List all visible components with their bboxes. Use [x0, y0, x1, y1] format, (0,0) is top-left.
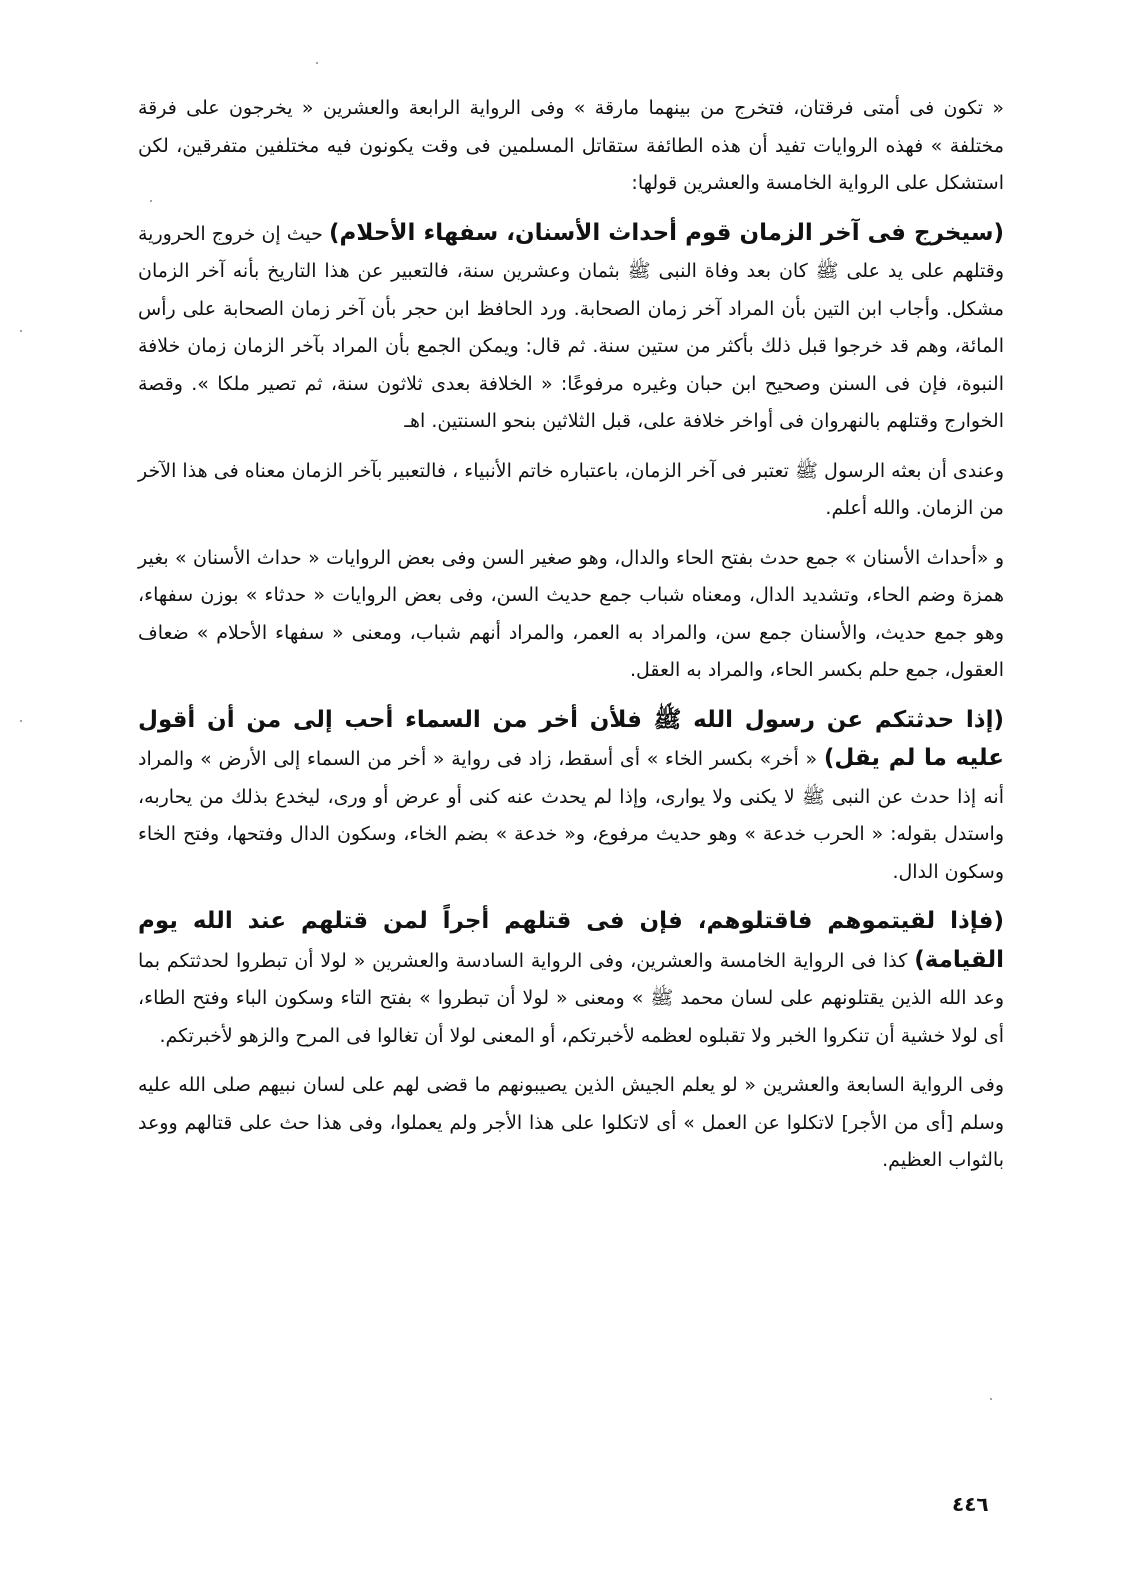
paragraph-text: « أخر» بكسر الخاء » أى أسقط، زاد فى رواية « أخر من السماء إلى الأرض » والمراد أنه إذا حدث عن النبى ﷺ لا يكنى ولا يوارى، وإذا لم يحدث عنه كنى أو عرض أو ورى، ليخدع بذلك من يحاربه، واستدل بقوله: « الحرب خدعة » وهو حديث مرفوع، و« خدعة » بضم الخاء، وسكون الدال وفتحها، وفتح الخاء وسكون الدال. — [138, 748, 1004, 883]
quoted-heading: (إذا حدثتكم عن رسول الله ﷺ فلأن أخر من السماء أحب إلى من أن أقول عليه ما لم يقل) — [138, 706, 1004, 771]
page-number: ٤٤٦ — [952, 1492, 989, 1516]
paragraph-6 — [138, 903, 1004, 1055]
scan-speck — [316, 62, 318, 64]
page-body — [138, 90, 1004, 1192]
scan-speck — [990, 1398, 992, 1400]
paragraph-4 — [138, 540, 1004, 690]
paragraph-7 — [138, 1067, 1004, 1180]
quoted-heading: (سيخرج فى آخر الزمان قوم أحداث الأسنان، سفهاء الأحلام) — [328, 219, 1004, 246]
scan-speck — [20, 720, 22, 722]
paragraph-1 — [138, 90, 1004, 203]
scan-speck — [150, 200, 152, 202]
paragraph-2 — [138, 215, 1004, 441]
paragraph-text: « تكون فى أمتى فرقتان، فتخرج من بينهما مارقة » وفى الرواية الرابعة والعشرين « يخرجون على فرقة مختلفة » فهذه الروايات تفيد أن هذه الطائفة ستقاتل المسلمين فى وقت يكونون فيه مختلفين متفرقين، لكن استشكل على الرواية الخامسة والعشرين قولها: — [138, 97, 1004, 194]
quoted-heading: (فإذا لقيتموهم فاقتلوهم، فإن فى قتلهم أجراً لمن قتلهم عند الله يوم القيامة) — [138, 908, 1004, 973]
paragraph-text: حيث إن خروج الحرورية وقتلهم على يد على ﷺ كان بعد وفاة النبى ﷺ بثمان وعشرين سنة، فالتعبير عن هذا التاريخ بأنه آخر الزمان مشكل. وأجاب ابن التين بأن المراد آخر زمان الصحابة. ورد الحافظ ابن حجر بأن آخر زمان الصحابة على رأس المائة، وهم قد خرجوا قبل ذلك بأكثر من ستين سنة. ثم قال: ويمكن الجمع بأن المراد بآخر الزمان زمان خلافة النبوة، فإن فى السنن وصحيح ابن حبان وغيره مرفوعًا: « الخلافة بعدى ثلاثون سنة، ثم تصير ملكا ». وقصة الخوارج وقتلهم بالنهروان فى أواخر خلافة على، قبل الثلاثين بنحو السنتين. اهـ — [138, 222, 1004, 432]
scan-speck — [20, 330, 22, 332]
paragraph-text: و «أحداث الأسنان » جمع حدث بفتح الحاء والدال، وهو صغير السن وفى بعض الروايات « حداث الأسنان » بغير همزة وضم الحاء، وتشديد الدال، ومعناه شباب جمع حديث السن، وفى بعض الروايات « حدثاء » بوزن سفهاء، وهو جمع حديث، والأسنان جمع سن، والمراد به العمر، والمراد أنهم شباب، ومعنى « سفهاء الأحلام » ضعاف العقول، جمع حلم بكسر الحاء، والمراد به العقل. — [138, 546, 1004, 681]
paragraph-text: وفى الرواية السابعة والعشرين « لو يعلم الجيش الذين يصيبونهم ما قضى لهم على لسان نبيهم صلى الله عليه وسلم [أى من الأجر] لاتكلوا عن العمل » أى لاتكلوا على هذا الأجر ولم يعملوا، وفى هذا حث على قتالهم ووعد بالثواب العظيم. — [138, 1074, 1004, 1171]
paragraph-5 — [138, 702, 1004, 892]
paragraph-text: كذا فى الرواية الخامسة والعشرين، وفى الرواية السادسة والعشرين « لولا أن تبطروا لحدثتكم بما وعد الله الذين يقتلونهم على لسان محمد ﷺ » ومعنى « لولا أن تبطروا » بفتح التاء وسكون الباء وفتح الطاء، أى لولا خشية أن تنكروا الخبر ولا تقبلوه لعظمه لأخبرتكم، أو المعنى لولا أن تغالوا فى المرح والزهو لأخبرتكم. — [138, 949, 1004, 1047]
paragraph-3 — [138, 453, 1004, 528]
paragraph-text: وعندى أن بعثه الرسول ﷺ تعتبر فى آخر الزمان، باعتباره خاتم الأنبياء ، فالتعبير بآخر الزمان معناه فى هذا الآخر من الزمان. والله أعلم. — [138, 459, 1004, 519]
